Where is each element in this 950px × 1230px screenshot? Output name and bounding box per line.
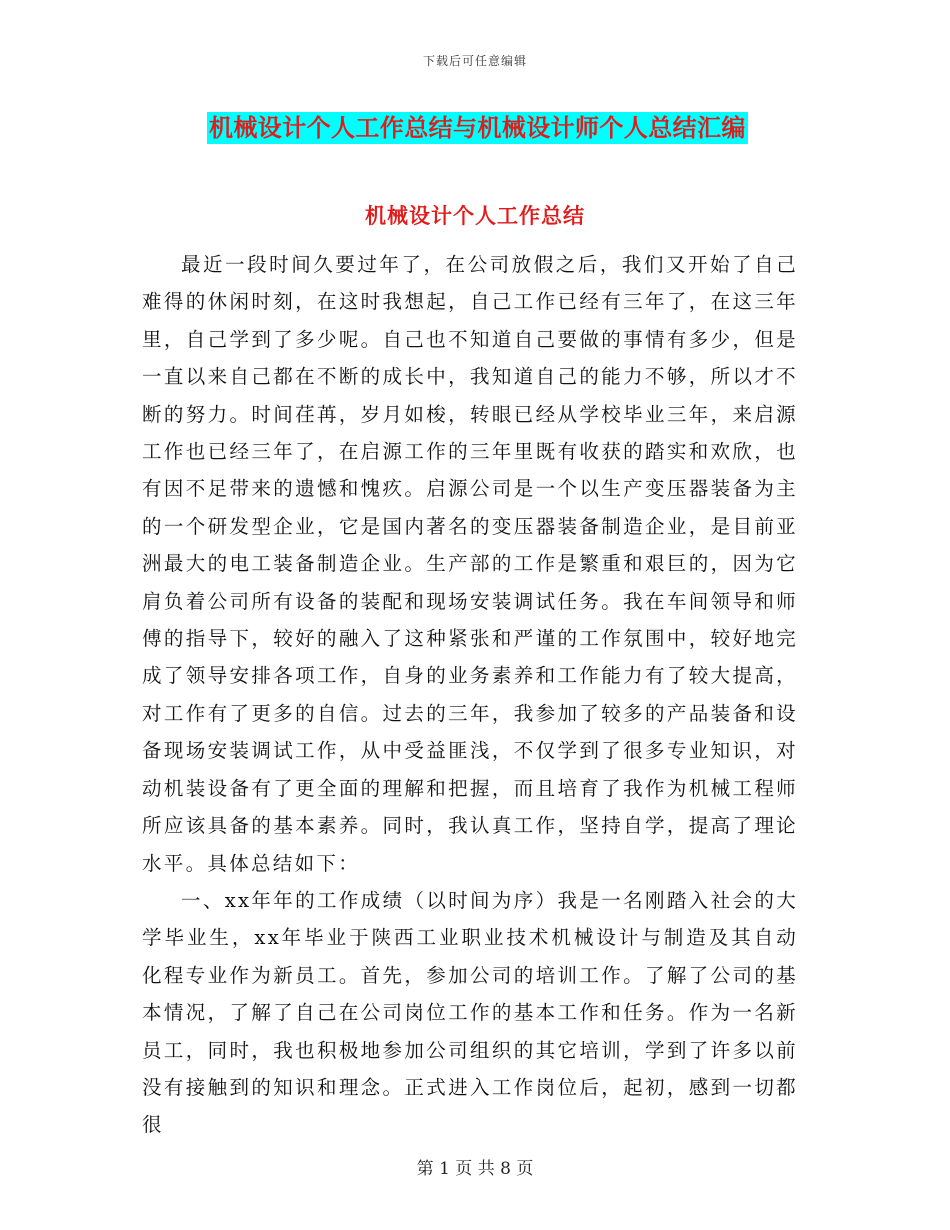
document-title: 机械设计个人工作总结与机械设计师个人总结汇编 [209, 113, 746, 142]
page-footer: 第 1 页 共 8 页 [416, 1159, 534, 1179]
body-paragraph: 最近一段时间久要过年了，在公司放假之后，我们又开始了自己难得的休闲时刻，在这时我想起，自己工作已经有三年了，在这三年里，自己学到了多少呢。自己也不知道自己要做的事情有多少，但是一直以来自己都在不断的成长中，我知道自己的能力不够，所以才不断的努力。时间荏苒，岁月如梭，转眼已经从学校毕业三年，来启源工作也已经三年了，在启源工作的三年里既有收获的踏实和欢欣，也有因不足带来的遗憾和愧疚。启源公司是一个以生产变压器装备为主的一个研发型企业，它是国内著名的变压器装备制造企业，是目前亚洲最大的电工装备制造企业。生产部的工作是繁重和艰巨的，因为它肩负着公司所有设备的装配和现场安装调试任务。我在车间领导和师傅的指导下，较好的融入了这种紧张和严谨的工作氛围中，较好地完成了领导安排各项工作，自身的业务素养和工作能力有了较大提高，对工作有了更多的自信。过去的三年，我参加了较多的产品装备和设备现场安装调试工作，从中受益匪浅，不仅学到了很多专业知识，对动机装设备有了更全面的理解和把握，而且培育了我作为机械工程师所应该具备的基本素养。同时，我认真工作，坚持自学，提高了理论水平。具体总结如下： [142, 253, 798, 875]
header-note: 下载后可任意编辑 [422, 54, 527, 68]
section-title: 机械设计个人工作总结 [365, 203, 585, 228]
document-body [142, 246, 798, 1144]
body-paragraph: 一、xx年年的工作成绩（以时间为序）我是一名刚踏入社会的大学毕业生，xx年毕业于陕西工业职业技术机械设计与制造及其自动化程专业作为新员工。首先，参加公司的培训工作。了解了公司的基本情况，了解了自己在公司岗位工作的基本工作和任务。作为一名新员工，同时，我也积极地参加公司组织的其它培训，学到了许多以前没有接触到的知识和理念。正式进入工作岗位后，起初，感到一切都很 [142, 888, 798, 1137]
